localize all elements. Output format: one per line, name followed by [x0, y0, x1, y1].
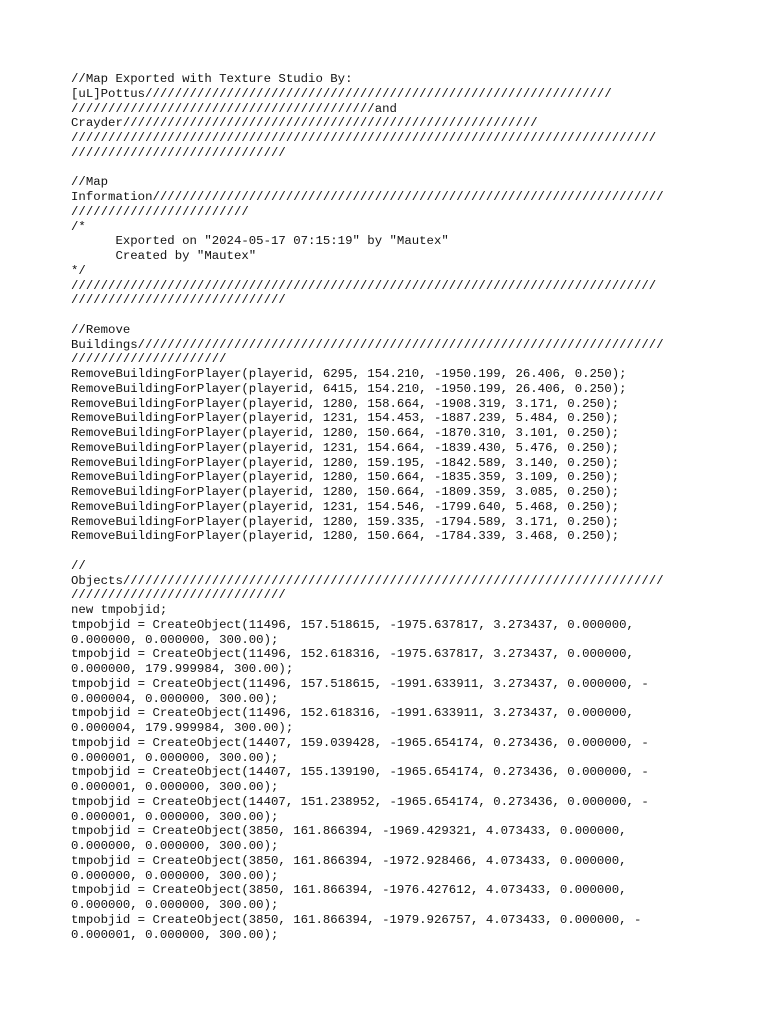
code-line: tmpobjid = CreateObject(14407, 159.039428, -1965.654174, 0.273436, 0.000000, -	[71, 735, 649, 750]
code-line: RemoveBuildingForPlayer(playerid, 1231, 154.546, -1799.640, 5.468, 0.250);	[71, 499, 620, 514]
code-line: RemoveBuildingForPlayer(playerid, 1280, 150.664, -1809.359, 3.085, 0.250);	[71, 485, 620, 499]
code-line: 0.000004, 179.999984, 300.00);	[71, 721, 294, 735]
code-line: RemoveBuildingForPlayer(playerid, 1231, 154.453, -1887.239, 5.484, 0.250);	[71, 411, 620, 426]
code-line: /////////////////////	[71, 352, 227, 367]
code-line: /////////////////////////////////////////and	[71, 101, 397, 116]
code-line: //Remove	[71, 322, 131, 337]
code-line: /////////////////////////////	[71, 293, 286, 308]
code-line: new tmpobjid;	[71, 603, 168, 617]
code-line: ///////////////////////////////////////////////////////////////////////////////	[71, 131, 657, 145]
code-line: ///////////////////////////////////////////////////////////////////////////////	[71, 278, 657, 293]
code-line: tmpobjid = CreateObject(14407, 155.139190, -1965.654174, 0.273436, 0.000000, -	[71, 765, 649, 780]
code-line: RemoveBuildingForPlayer(playerid, 1280, 150.664, -1835.359, 3.109, 0.250);	[71, 470, 620, 485]
code-line: 0.000000, 0.000000, 300.00);	[71, 898, 279, 912]
code-line: RemoveBuildingForPlayer(playerid, 1280, 159.195, -1842.589, 3.140, 0.250);	[71, 455, 620, 470]
code-line: //	[71, 558, 86, 573]
code-line: Exported on "2024-05-17 07:15:19" by "Mautex"	[71, 234, 449, 249]
code-line: tmpobjid = CreateObject(3850, 161.866394, -1969.429321, 4.073433, 0.000000,	[71, 824, 627, 839]
code-line: //Map	[71, 175, 109, 190]
code-line: //Map Exported with Texture Studio By:	[71, 72, 353, 86]
code-line: RemoveBuildingForPlayer(playerid, 1280, 150.664, -1870.310, 3.101, 0.250);	[71, 426, 620, 440]
code-line: */	[71, 263, 86, 278]
code-line: RemoveBuildingForPlayer(playerid, 1280, 150.664, -1784.339, 3.468, 0.250);	[71, 529, 620, 544]
code-line: ////////////////////////	[71, 204, 249, 219]
code-line: [uL]Pottus///////////////////////////////////////////////////////////////	[71, 86, 612, 101]
code-line: 0.000001, 0.000000, 300.00);	[71, 927, 279, 942]
code-line: RemoveBuildingForPlayer(playerid, 1280, 158.664, -1908.319, 3.171, 0.250);	[71, 396, 620, 411]
code-line	[71, 544, 711, 559]
code-line: Buildings///////////////////////////////////////////////////////////////////////	[71, 337, 664, 352]
code-document	[71, 72, 711, 942]
code-line	[71, 308, 711, 323]
code-line: 0.000000, 0.000000, 300.00);	[71, 632, 279, 647]
code-line: RemoveBuildingForPlayer(playerid, 6295, 154.210, -1950.199, 26.406, 0.250);	[71, 367, 627, 381]
code-line: tmpobjid = CreateObject(11496, 152.618316, -1991.633911, 3.273437, 0.000000,	[71, 706, 634, 721]
code-line: 0.000000, 0.000000, 300.00);	[71, 839, 279, 853]
code-line: RemoveBuildingForPlayer(playerid, 6415, 154.210, -1950.199, 26.406, 0.250);	[71, 381, 627, 396]
code-line: /*	[71, 219, 86, 234]
code-line: Objects/////////////////////////////////////////////////////////////////////////	[71, 573, 664, 588]
code-line: 0.000001, 0.000000, 300.00);	[71, 809, 279, 824]
code-line: 0.000000, 0.000000, 300.00);	[71, 868, 279, 883]
code-line: RemoveBuildingForPlayer(playerid, 1231, 154.664, -1839.430, 5.476, 0.250);	[71, 440, 620, 455]
code-line: 0.000001, 0.000000, 300.00);	[71, 750, 279, 765]
code-line: tmpobjid = CreateObject(3850, 161.866394, -1972.928466, 4.073433, 0.000000,	[71, 853, 627, 868]
code-line: tmpobjid = CreateObject(11496, 152.618316, -1975.637817, 3.273437, 0.000000,	[71, 647, 634, 662]
code-line: Information/////////////////////////////////////////////////////////////////////	[71, 190, 664, 204]
code-line: 0.000001, 0.000000, 300.00);	[71, 780, 279, 794]
code-line: tmpobjid = CreateObject(11496, 157.518615, -1991.633911, 3.273437, 0.000000, -	[71, 676, 649, 691]
code-line: 0.000000, 179.999984, 300.00);	[71, 662, 294, 676]
code-line: /////////////////////////////	[71, 588, 286, 603]
code-line: 0.000004, 0.000000, 300.00);	[71, 691, 279, 706]
code-line: /////////////////////////////	[71, 145, 286, 160]
code-line	[71, 161, 711, 176]
code-line: tmpobjid = CreateObject(14407, 151.238952, -1965.654174, 0.273436, 0.000000, -	[71, 794, 649, 809]
code-line: Crayder////////////////////////////////////////////////////////	[71, 116, 538, 131]
code-line: Created by "Mautex"	[71, 249, 257, 263]
code-line: tmpobjid = CreateObject(3850, 161.866394, -1976.427612, 4.073433, 0.000000,	[71, 883, 627, 898]
code-line: tmpobjid = CreateObject(3850, 161.866394, -1979.926757, 4.073433, 0.000000, -	[71, 912, 642, 927]
code-line: tmpobjid = CreateObject(11496, 157.518615, -1975.637817, 3.273437, 0.000000,	[71, 617, 634, 632]
code-line: RemoveBuildingForPlayer(playerid, 1280, 159.335, -1794.589, 3.171, 0.250);	[71, 514, 620, 529]
